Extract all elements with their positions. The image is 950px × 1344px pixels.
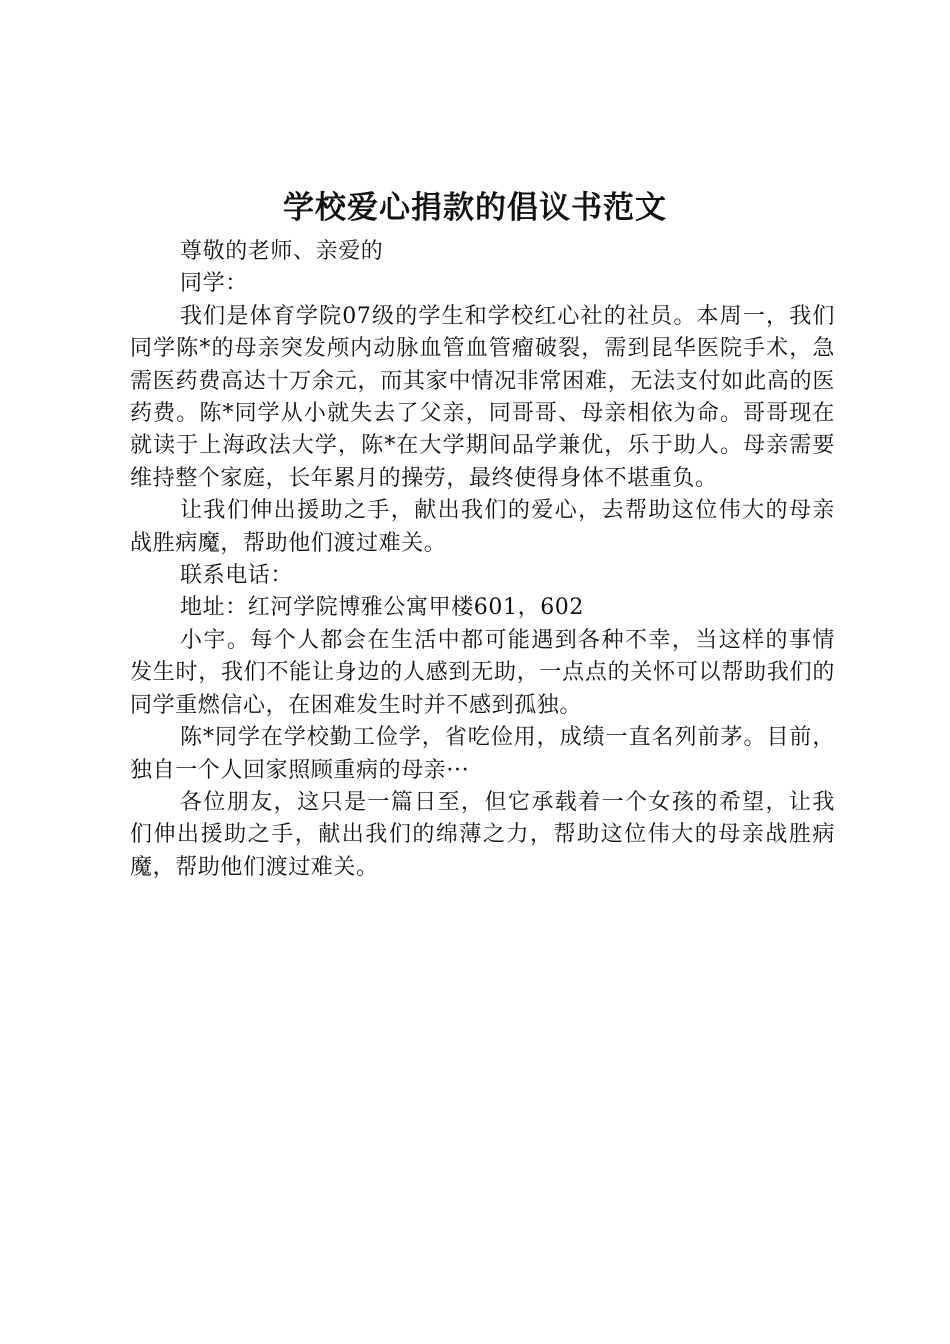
paragraph-background: 我们是体育学院07级的学生和学校红心社的社员。本周一，我们同学陈*的母亲突发颅内动脉血管血管瘤破裂，需到昆华医院手术，急需医药费高达十万余元，而其家中情况非常困难，无法支付如此高的医药费。陈*同学从小就失去了父亲，同哥哥、母亲相依为命。哥哥现在就读于上海政法大学，陈*在大学期间品学兼优，乐于助人。母亲需要维持整个家庭，长年累月的操劳，最终使得身体不堪重负。 [130,303,835,491]
paragraph-student: 陈*同学在学校勤工俭学，省吃俭用，成绩一直名列前茅。目前，独自一个人回家照顾重病的母亲··· [130,725,835,783]
contact-address: 地址：红河学院博雅公寓甲楼601，602 [180,595,584,621]
salutation-line-1: 尊敬的老师、亲爱的 [180,239,384,264]
salutation-line-2: 同学： [180,271,248,297]
paragraph-closing: 各位朋友，这只是一篇日至，但它承载着一个女孩的希望，让我们伸出援助之手，献出我们的绵薄之力，帮助这位伟大的母亲战胜病魔，帮助他们渡过难关。 [130,789,835,880]
contact-phone: 联系电话： [180,563,294,589]
paragraph-appeal: 让我们伸出援助之手，献出我们的爱心，去帮助这位伟大的母亲战胜病魔，帮助他们渡过难关。 [130,498,835,556]
document-body [130,236,835,884]
paragraph-care: 小宇。每个人都会在生活中都可能遇到各种不幸，当这样的事情发生时，我们不能让身边的人感到无助，一点点的关怀可以帮助我们的同学重燃信心，在困难发生时并不感到孤独。 [130,627,835,718]
document-title: 学校爱心捐款的倡议书范文 [283,190,667,226]
